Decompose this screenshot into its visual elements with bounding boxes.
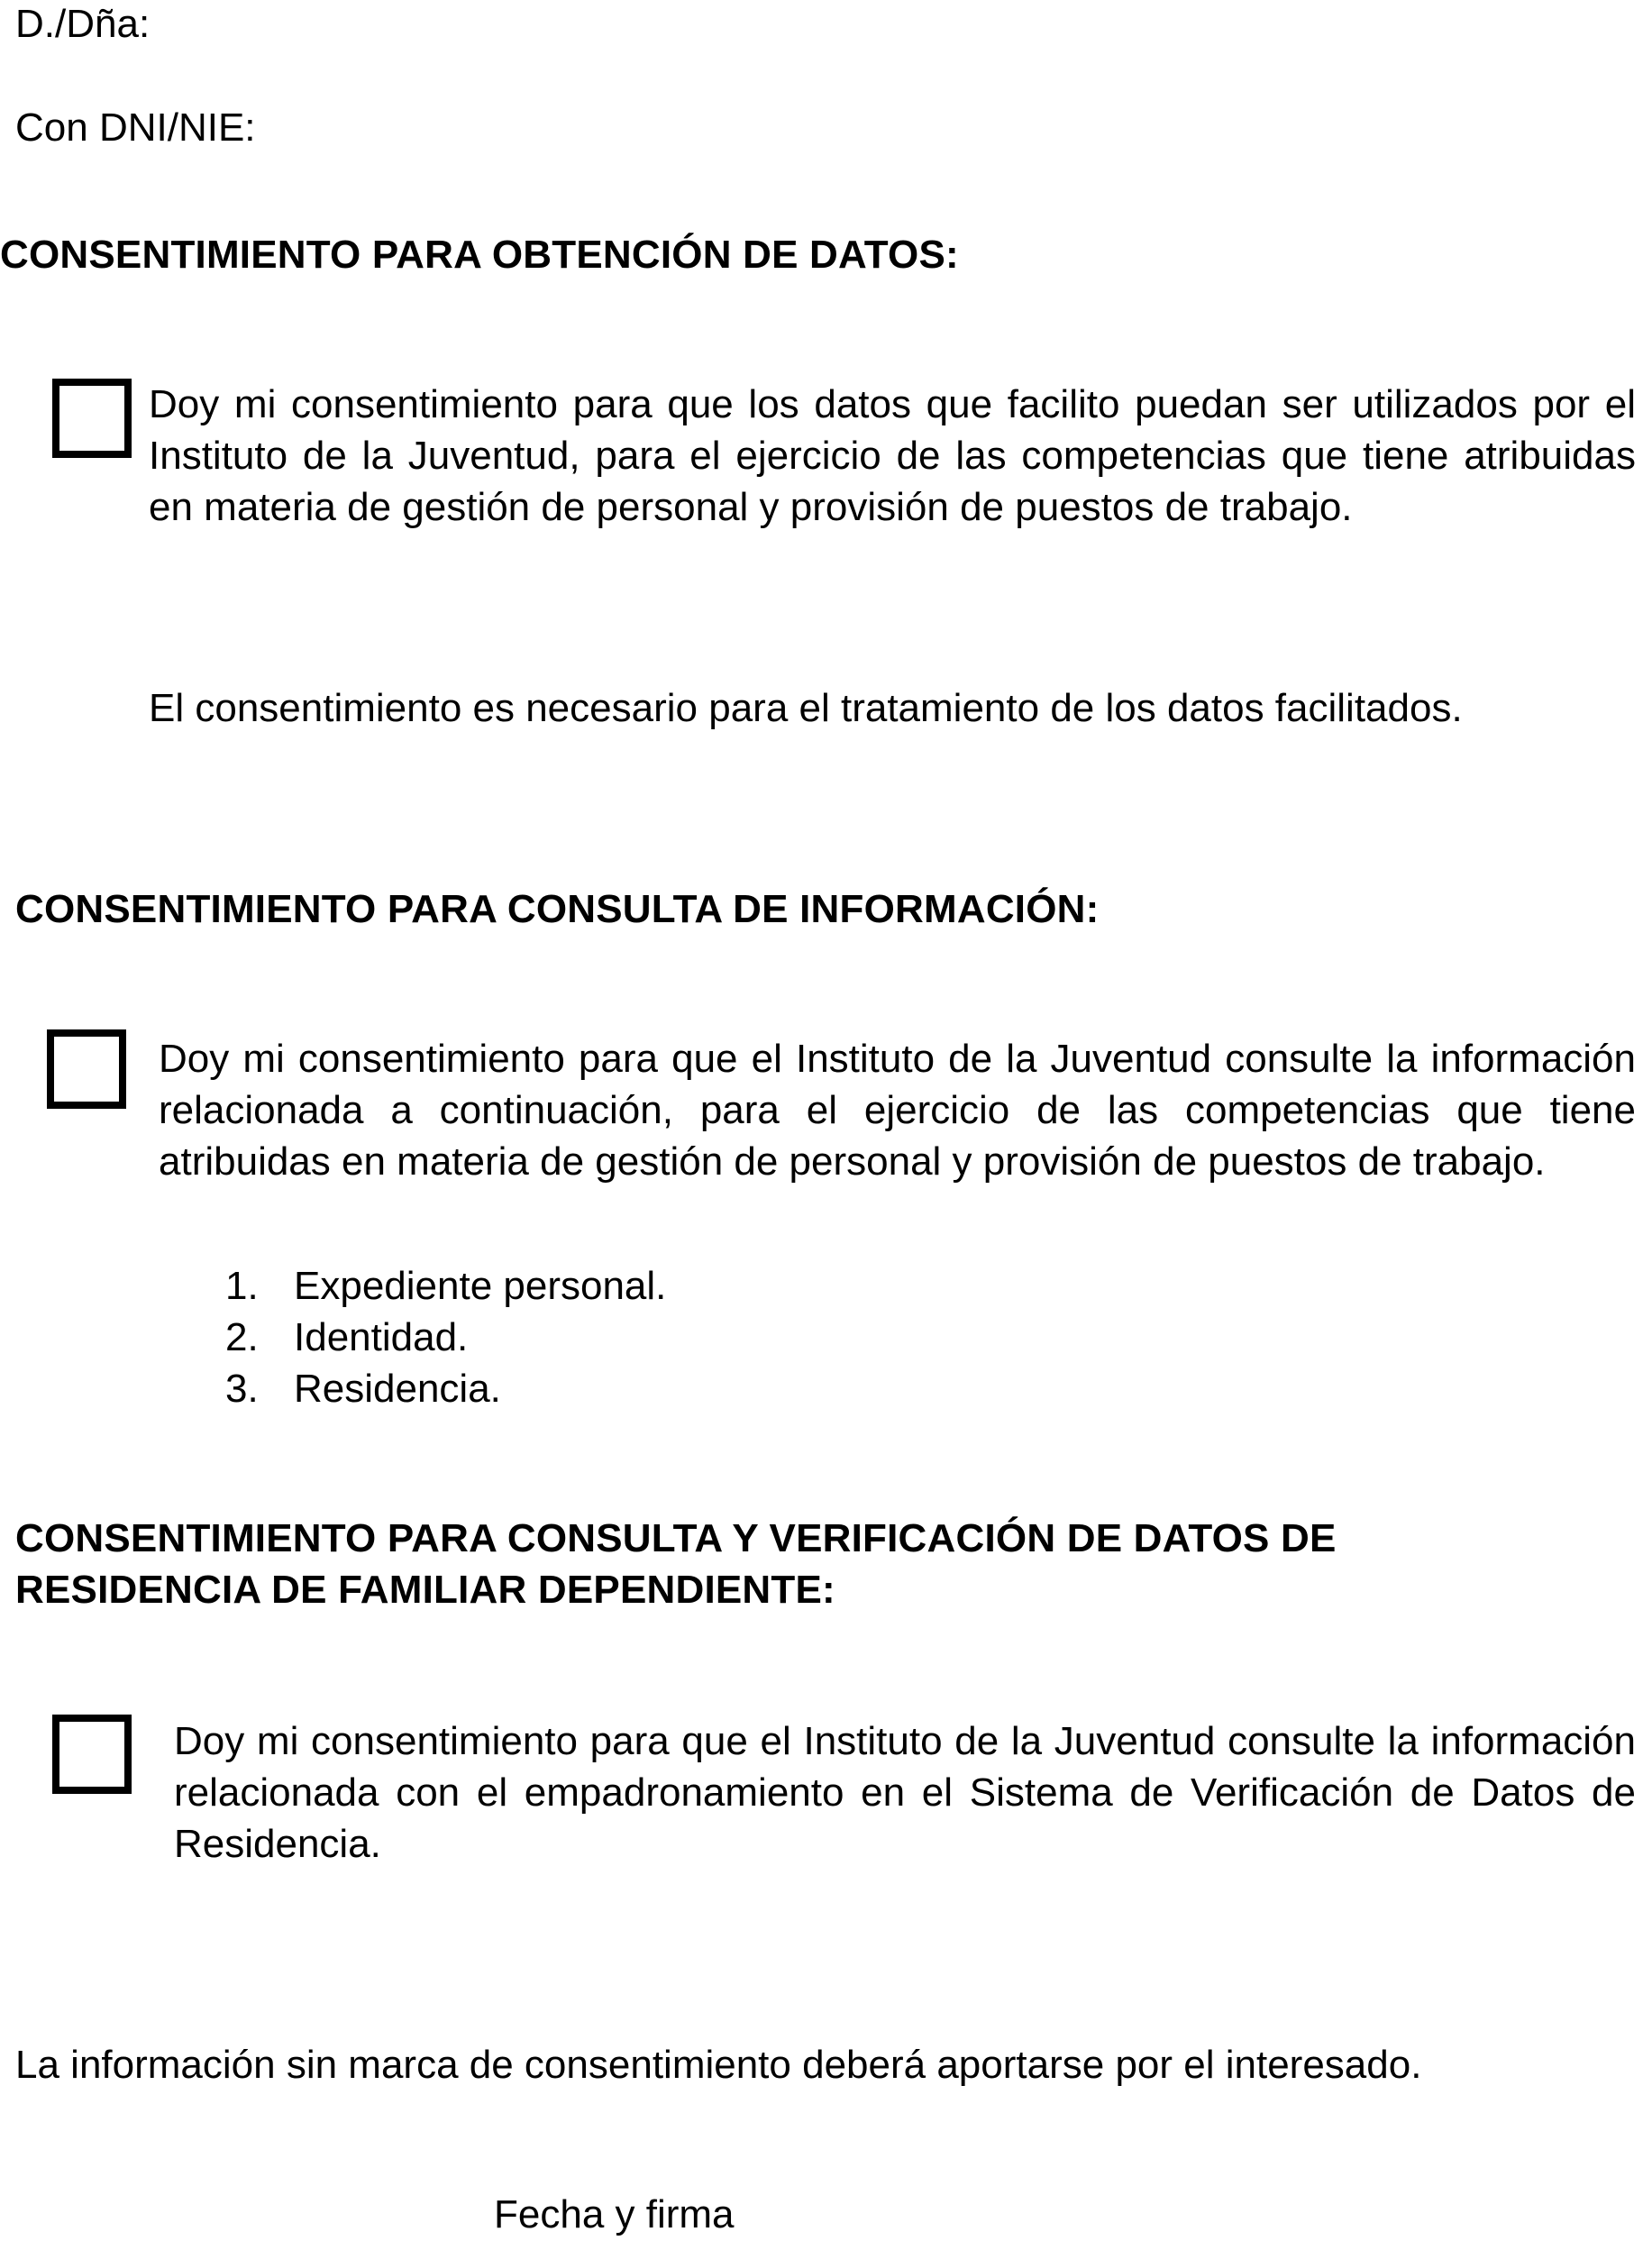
section-1-title: CONSENTIMIENTO PARA OBTENCIÓN DE DATOS: (0, 233, 959, 277)
list-item-number: 1. (225, 1264, 259, 1308)
section-3-consent-text: Doy mi consentimiento para que el Instituto de la Juventud consulte la información relacionada con el empadronamiento en el Sistema de Verificación de Datos de Residencia. (174, 1719, 1636, 1866)
section-3-title-line-1: CONSENTIMIENTO PARA CONSULTA Y VERIFICACIÓN DE DATOS DE (15, 1516, 1337, 1560)
consent-data-checkbox[interactable] (52, 379, 132, 458)
list-item (225, 1260, 1036, 1312)
list-item-number: 3. (225, 1367, 259, 1411)
id-label: Con DNI/NIE: (15, 105, 256, 150)
section-1-consent-text: Doy mi consentimiento para que los datos que facilito puedan ser utilizados por el Instituto de la Juventud, para el ejercicio de las competencias que tiene atribuidas en materia de gestión de personal y provisión de puestos de trabajo. (149, 382, 1636, 529)
section-2-consent-text: Doy mi consentimiento para que el Instituto de la Juventud consulte la información relacionada a continuación, para el ejercicio de las competencias que tiene atribuidas en materia de gestión de personal y provisión de puestos de trabajo. (159, 1037, 1636, 1184)
list-item-label: Expediente personal. (294, 1264, 667, 1308)
footer-note: La información sin marca de consentimiento deberá aportarse por el interesado. (15, 2043, 1422, 2087)
name-label: D./Dña: (15, 2, 151, 46)
section-2-title: CONSENTIMIENTO PARA CONSULTA DE INFORMACIÓN: (15, 887, 1100, 931)
list-item-label: Residencia. (294, 1367, 501, 1411)
section-1-note: El consentimiento es necesario para el tratamiento de los datos facilitados. (149, 686, 1463, 730)
list-item-label: Identidad. (294, 1315, 469, 1359)
information-list (225, 1260, 1036, 1414)
list-item (225, 1363, 1036, 1414)
list-item (225, 1312, 1036, 1363)
consent-information-checkbox[interactable] (47, 1029, 126, 1109)
list-item-number: 2. (225, 1315, 259, 1359)
section-3-title-line-2: RESIDENCIA DE FAMILIAR DEPENDIENTE: (15, 1568, 835, 1612)
consent-residence-checkbox[interactable] (52, 1715, 132, 1794)
signature-label: Fecha y firma (494, 2192, 735, 2236)
